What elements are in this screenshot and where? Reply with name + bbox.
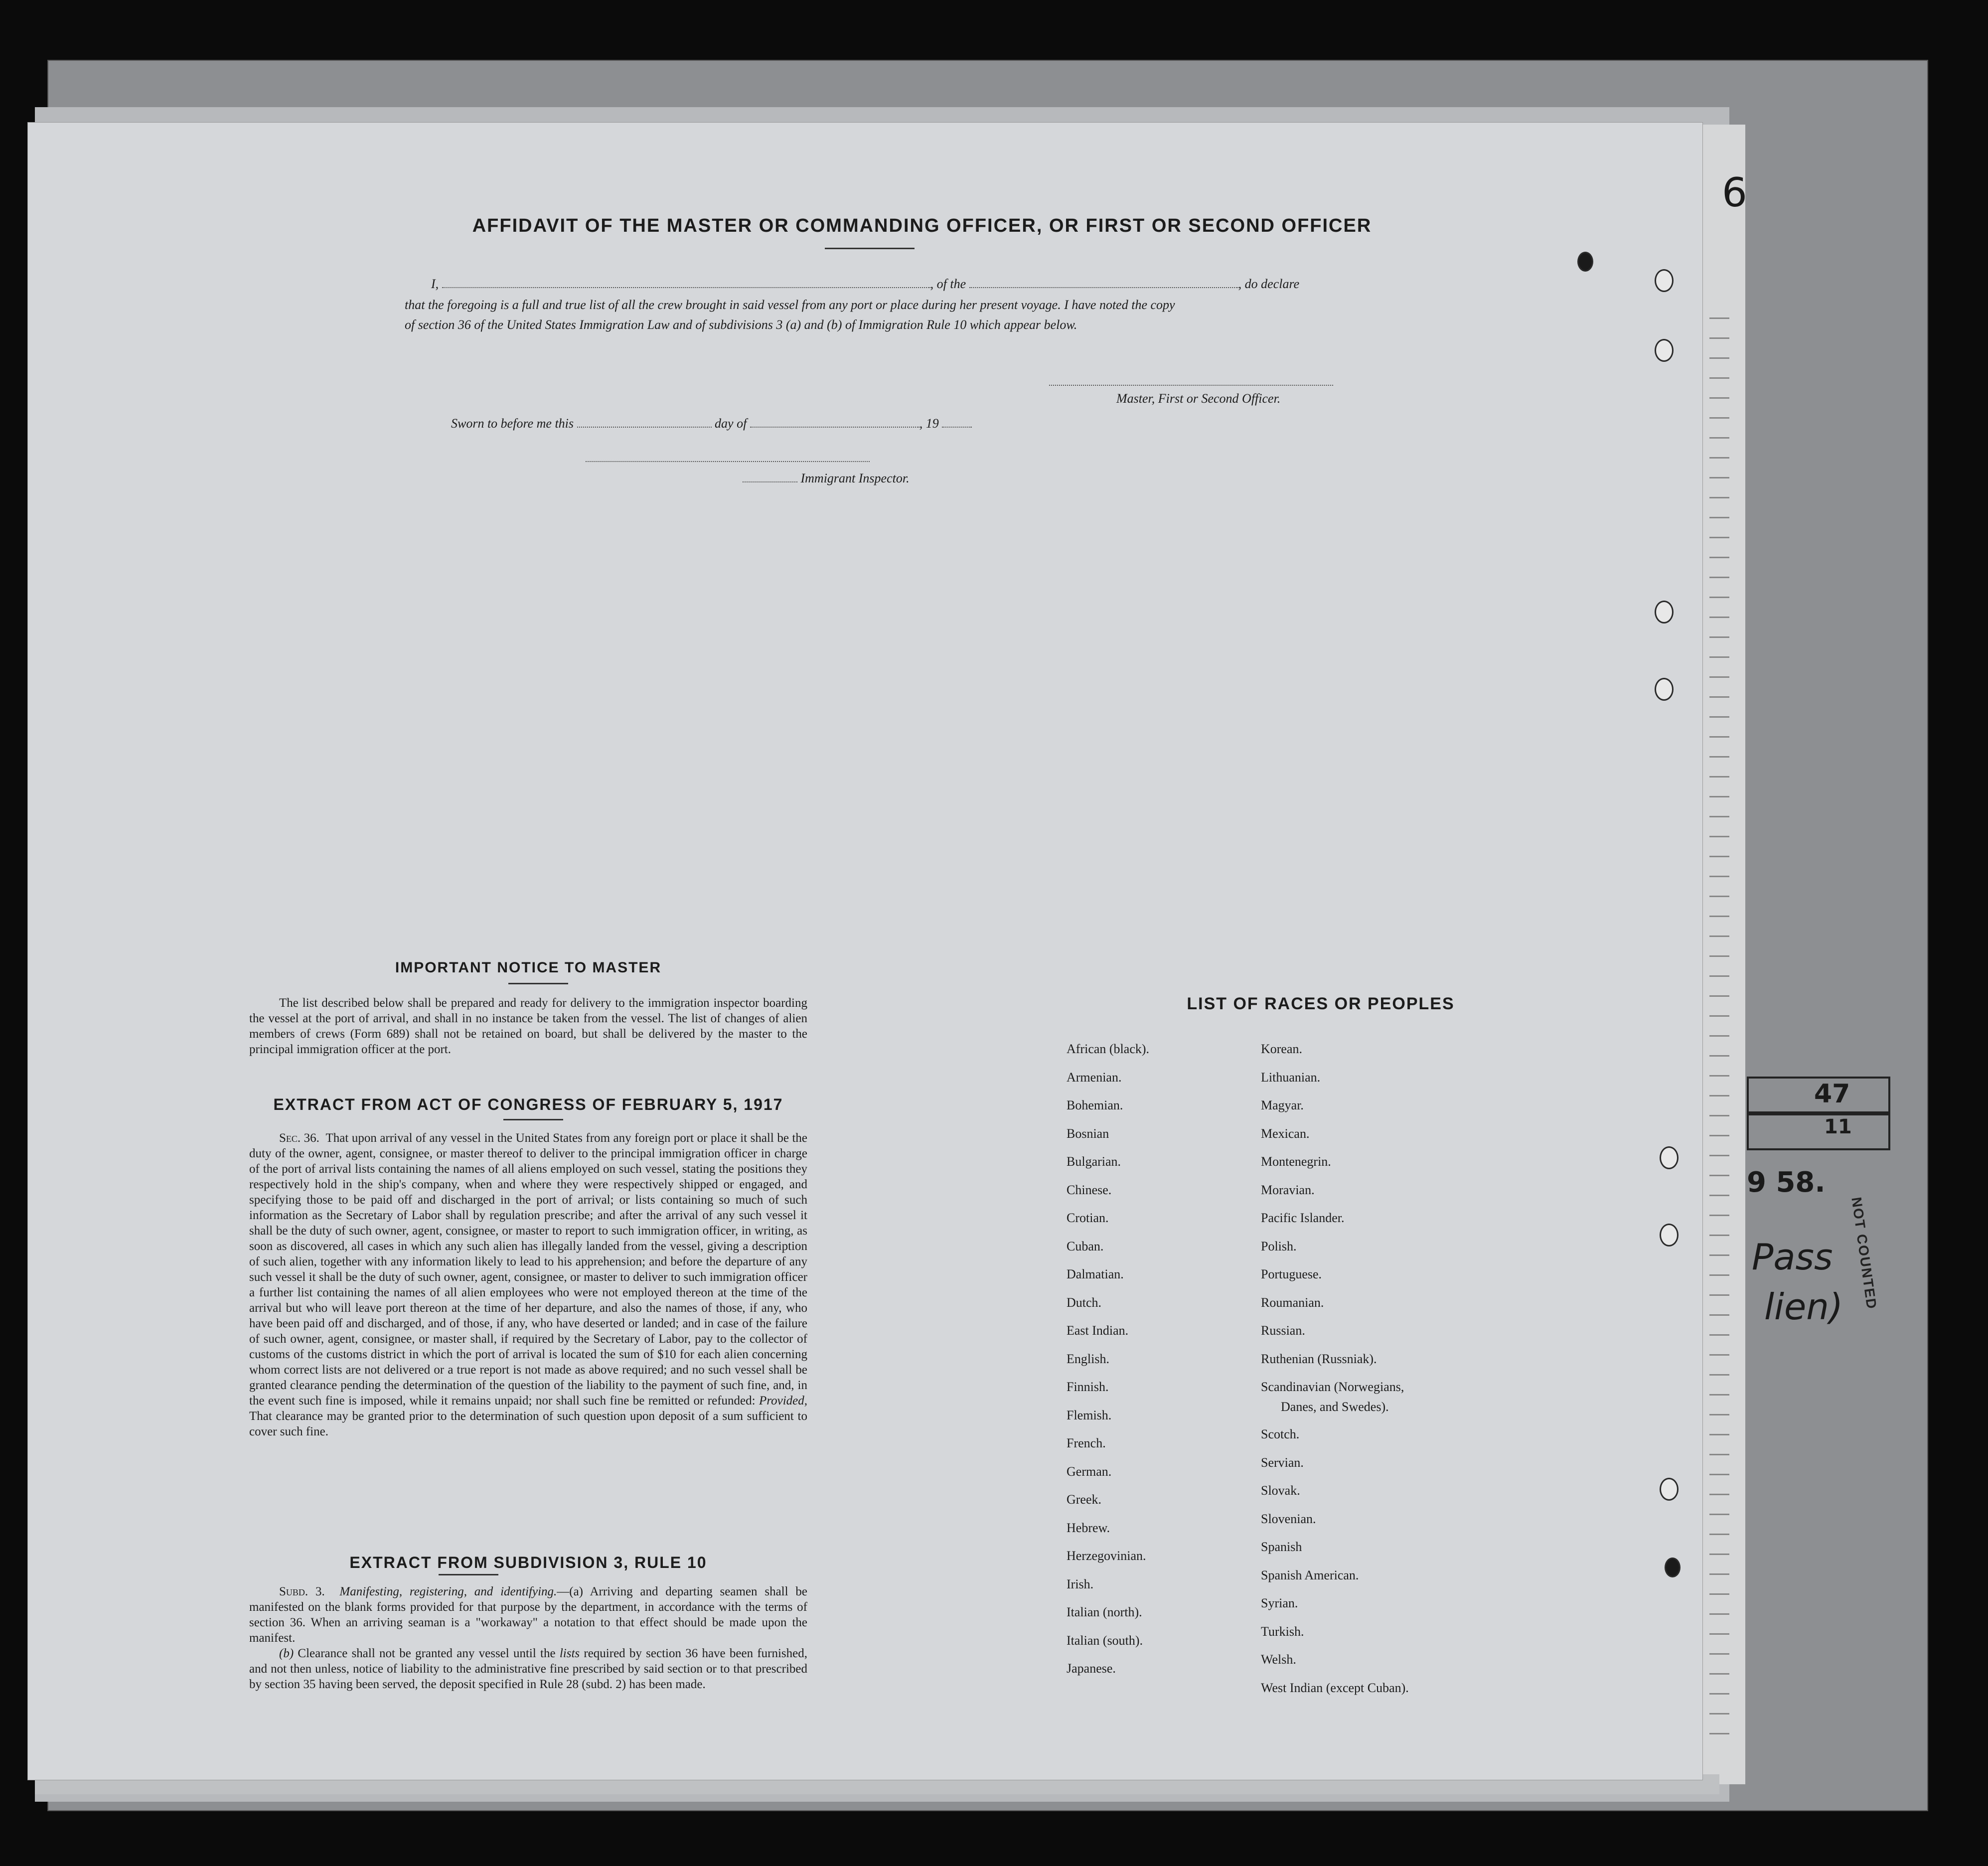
sworn-before: Sworn to before me this: [451, 416, 574, 431]
race-item: Ruthenian (Russniak).: [1261, 1351, 1377, 1366]
affidavit-line-2: that the foregoing is a full and true list of all the crew brought in said vessel from any port or place during her present voyage. I have noted the copy: [405, 298, 1175, 312]
race-item: Japanese.: [1067, 1661, 1116, 1676]
sworn-year-field[interactable]: [942, 423, 972, 428]
sec-36-text: That upon arrival of any vessel in the United States from any foreign port or place it shall be the duty of the owner, agent, consignee, or master thereof to deliver to the principal immigration officer in charge of the port of arrival lists containing the names of all aliens employed on such vessel, stating the positions they respectively hold in the ship's company, when and where they were respectively shipped or engaged, and specifying those to be paid off and discharged in the port of arrival; or lists containing so much of such information as the Secretary of Labor shall by regulation prescribe; and after the arrival of any such vessel it shall be the duty of such owner, agent, consignee, or master to report to such immigration officer, in writing, as soon as discovered, all cases in which any such alien has illegally landed from the vessel, giving a description of such alien, together with any information likely to lead to his apprehension; and before the departure of any such vessel it shall be the duty of such owner, agent, consignee, or master to deliver to such immigration officer a further list containing the names of all alien employees who were not employed thereon at the time of the arrival but who will leave port thereon at the time of her departure, and also the names of those, if any, who have been paid off and discharged, and of those, if any, who have deserted or landed; and in case of the failure of such owner, agent, consignee, or master shall, if required by the Secretary of Labor, pay to the collector of customs of the customs district in which the port of arrival is located the sum of $10 for each alien concerning whom correct lists are not delivered or a true report is not made as above required; and no such vessel shall be granted clearance pending the determination of the question of the liability to the payment of such fine, and, in the event such fine is imposed, while it remains unpaid; nor shall such fine be remitted or refunded:: [249, 1131, 807, 1407]
race-item-continued: Danes, and Swedes).: [1281, 1400, 1389, 1414]
punch-hole: [1655, 269, 1674, 292]
punch-hole: [1660, 1478, 1679, 1501]
provided-label: Provided,: [759, 1394, 808, 1407]
race-item: Scotch.: [1261, 1427, 1300, 1441]
sworn-day-field[interactable]: [577, 423, 712, 428]
punch-hole: [1665, 1557, 1681, 1577]
race-item: Turkish.: [1261, 1624, 1304, 1639]
subd-b-lists: lists: [559, 1647, 580, 1660]
notice-title: IMPORTANT NOTICE TO MASTER: [395, 959, 662, 976]
race-item: Armenian.: [1067, 1070, 1122, 1085]
subd-b-text-2: required by section 36 have been furnished, and not then unless, notice of liability to the administrative fine prescribed by said section or to that prescribed by section 35 having been served, the deposit specified in Rule 28 (subd. 2) has been made.: [249, 1647, 807, 1691]
punch-hole: [1655, 339, 1674, 362]
race-item: Slovenian.: [1261, 1511, 1316, 1526]
race-item: Polish.: [1261, 1239, 1297, 1253]
race-item: Russian.: [1261, 1323, 1305, 1338]
rule-underline: [439, 1574, 498, 1575]
race-item: Bulgarian.: [1067, 1154, 1121, 1169]
races-title: LIST OF RACES OR PEOPLES: [1187, 994, 1455, 1013]
not-counted-stamp: NOT COUNTED: [1848, 1196, 1880, 1311]
race-item: Moravian.: [1261, 1182, 1315, 1197]
race-item: Lithuanian.: [1261, 1070, 1321, 1085]
handwritten-pass: Pass: [1752, 1236, 1833, 1278]
sworn-year: , 19: [919, 416, 939, 431]
race-item: Spanish American.: [1261, 1567, 1359, 1582]
race-item: Pacific Islander.: [1261, 1211, 1345, 1225]
act-extract-body: [249, 1130, 807, 1439]
race-item: Italian (north).: [1067, 1605, 1142, 1619]
name-field[interactable]: [442, 283, 930, 288]
affidavit-title: AFFIDAVIT OF THE MASTER OR COMMANDING OFFICER, OR FIRST OR SECOND OFFICER: [472, 215, 1372, 236]
subd-3-heading: Manifesting, registering, and identifying.: [339, 1585, 557, 1598]
punch-hole: [1655, 678, 1674, 701]
race-item: Syrian.: [1261, 1596, 1298, 1610]
race-item: Cuban.: [1067, 1239, 1104, 1253]
affidavit-of-the: , of the: [930, 277, 966, 291]
race-item: Chinese.: [1067, 1182, 1112, 1197]
subd-a-text: Arriving and departing seamen shall be manifested on the blank forms provided for that purpose by the department, in accordance with the terms of section 36. When an arriving seaman is a "workaway" a notation to that effect should be made upon the manifest.: [249, 1585, 807, 1645]
tab-box-mid: [1747, 1111, 1890, 1150]
master-signature-line[interactable]: [1049, 385, 1333, 386]
sworn-line: [451, 416, 972, 431]
affidavit-line-3: of section 36 of the United States Immigration Law and of subdivisions 3 (a) and (b) of Immigration Rule 10 which appear below.: [405, 317, 1077, 332]
affidavit-do-declare: , do declare: [1238, 277, 1300, 291]
rule-extract-body: [249, 1584, 807, 1692]
subd-3-label: Subd. 3.: [279, 1585, 325, 1598]
race-item: Portuguese.: [1261, 1267, 1322, 1281]
race-item: Korean.: [1261, 1042, 1303, 1056]
sworn-day-of: day of: [715, 416, 747, 431]
sec-36-label: Sec. 36.: [279, 1131, 319, 1145]
race-item: West Indian (except Cuban).: [1261, 1680, 1409, 1695]
race-item: Slovak.: [1261, 1483, 1300, 1498]
race-item: Bosnian: [1067, 1126, 1109, 1141]
tab-number-top: 47: [1814, 1079, 1850, 1109]
race-item: Flemish.: [1067, 1407, 1112, 1422]
corner-mark: 6: [1722, 169, 1747, 216]
race-item: German.: [1067, 1464, 1112, 1479]
affidavit-line-1: [431, 277, 1299, 292]
inspector-label: Immigrant Inspector.: [800, 471, 910, 485]
race-item: African (black).: [1067, 1042, 1150, 1056]
notice-body: [249, 995, 807, 1057]
races-left-column: [1067, 1042, 1149, 1690]
affidavit-i: I,: [431, 277, 439, 291]
race-item: French.: [1067, 1436, 1106, 1450]
title-underline: [825, 248, 915, 249]
subd-a-label: —(a): [557, 1585, 584, 1598]
race-item: Herzegovinian.: [1067, 1549, 1146, 1563]
inspector-field[interactable]: [743, 477, 797, 482]
punch-hole: [1655, 601, 1674, 623]
subd-b-label: (b): [279, 1647, 294, 1660]
race-item: English.: [1067, 1351, 1109, 1366]
race-item: Italian (south).: [1067, 1633, 1143, 1648]
tab-number-mid: 11: [1824, 1115, 1852, 1138]
race-item: Mexican.: [1261, 1126, 1310, 1141]
race-item: Spanish: [1261, 1540, 1302, 1554]
race-item: Finnish.: [1067, 1380, 1109, 1394]
page-stack-edges: [1709, 299, 1729, 1744]
notice-underline: [508, 983, 568, 984]
punch-hole: [1577, 252, 1593, 272]
rule-extract-title: EXTRACT FROM SUBDIVISION 3, RULE 10: [349, 1554, 707, 1571]
race-item: Dalmatian.: [1067, 1267, 1124, 1281]
inspector-line: [743, 471, 910, 486]
document-page: [27, 122, 1703, 1780]
race-item: Crotian.: [1067, 1211, 1109, 1225]
provided-text: That clearance may be granted prior to the determination of such question upon deposit of a sum sufficient to cover such fine.: [249, 1409, 807, 1438]
race-item: Greek.: [1067, 1492, 1102, 1507]
handwritten-alien: lien): [1764, 1286, 1843, 1328]
race-item: Scandinavian (Norwegians,: [1261, 1380, 1404, 1394]
act-underline: [503, 1119, 563, 1120]
act-extract-title: EXTRACT FROM ACT OF CONGRESS OF FEBRUARY 5, 1917: [273, 1095, 783, 1113]
master-signature-label: Master, First or Second Officer.: [1116, 391, 1281, 406]
race-item: Welsh.: [1261, 1652, 1296, 1667]
notice-text: The list described below shall be prepared and ready for delivery to the immigration inspector boarding the vessel at the port of arrival, and shall in no instance be taken from the vessel. The list of changes of alien members of crews (Form 689) shall not be retained on board, but shall be delivered by the master to the principal immigration officer at the port.: [249, 996, 807, 1056]
vessel-field[interactable]: [969, 283, 1238, 288]
races-right-column: [1261, 1042, 1409, 1709]
race-item: East Indian.: [1067, 1323, 1129, 1338]
race-item: Magyar.: [1261, 1098, 1304, 1112]
race-item: Roumanian.: [1261, 1295, 1324, 1310]
race-item: Bohemian.: [1067, 1098, 1123, 1112]
punch-hole: [1660, 1224, 1679, 1246]
punch-hole: [1660, 1146, 1679, 1169]
subd-b-text-1: Clearance shall not be granted any vessel until the: [298, 1647, 556, 1660]
race-item: Montenegrin.: [1261, 1154, 1331, 1169]
tab-number-bottom: 9 58.: [1747, 1166, 1826, 1199]
race-item: Irish.: [1067, 1576, 1094, 1591]
race-item: Hebrew.: [1067, 1520, 1110, 1535]
race-item: Dutch.: [1067, 1295, 1102, 1310]
race-item: Servian.: [1261, 1455, 1304, 1470]
inspector-signature-line[interactable]: [586, 461, 870, 462]
sworn-month-field[interactable]: [750, 423, 919, 428]
